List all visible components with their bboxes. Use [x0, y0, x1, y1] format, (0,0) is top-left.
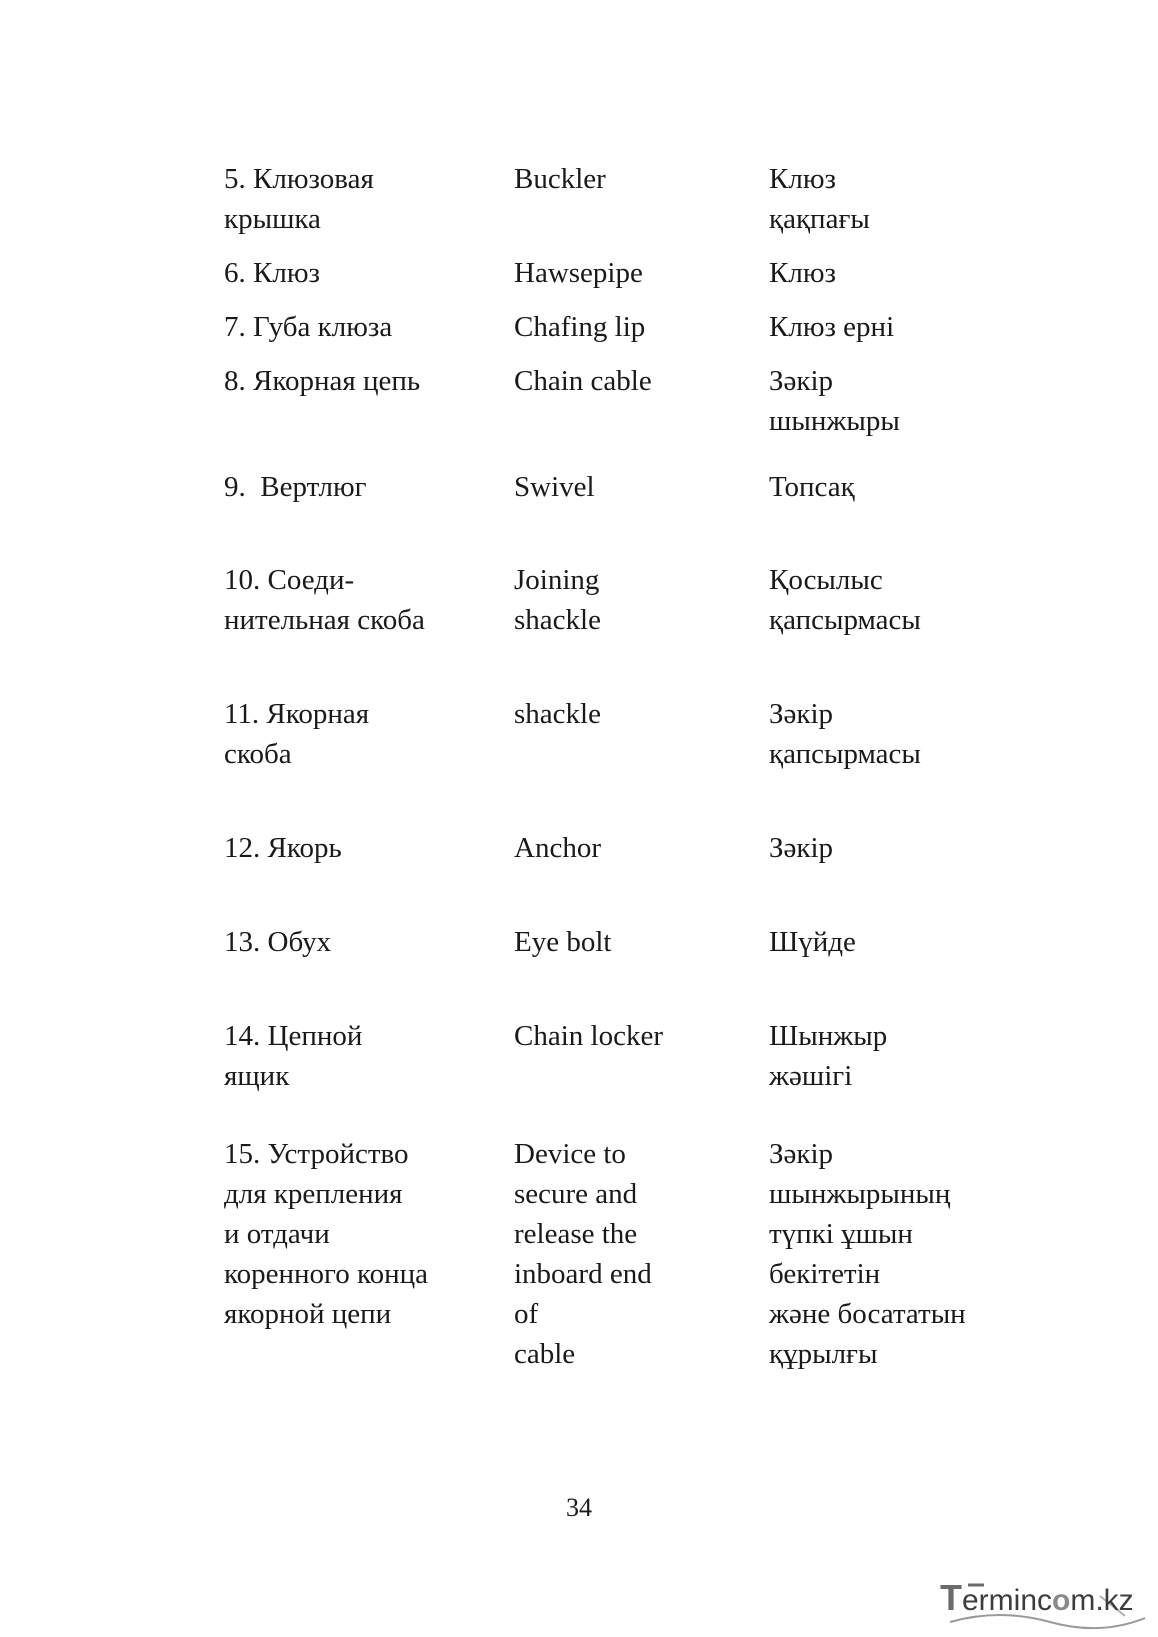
term-kazakh-line: шынжыры: [769, 405, 900, 437]
term-russian-line: крышка: [224, 203, 321, 235]
term-english: [514, 253, 643, 293]
term-russian-line: нительная скоба: [224, 604, 425, 636]
term-english-line: Chafing lip: [514, 311, 646, 343]
term-russian: [224, 828, 342, 868]
term-kazakh-line: Клюз: [769, 257, 836, 289]
term-russian: [224, 467, 367, 507]
term-kazakh-line: бекітетін: [769, 1258, 881, 1290]
term-english-line: Device to: [514, 1138, 626, 1170]
term-russian-line: 6. Клюз: [224, 257, 320, 289]
term-kazakh: [769, 159, 870, 239]
term-english: [514, 1016, 663, 1056]
term-english-line: inboard end: [514, 1258, 652, 1290]
term-russian: [224, 922, 331, 962]
term-russian-line: 14. Цепной: [224, 1020, 363, 1052]
term-kazakh-line: жәшігі: [769, 1060, 853, 1092]
term-kazakh: [769, 253, 836, 293]
term-english-line: of: [514, 1298, 539, 1330]
term-english-line: Swivel: [514, 471, 595, 503]
watermark-letter-t: T: [940, 1577, 962, 1618]
term-english: [514, 694, 601, 734]
term-russian-line: ящик: [224, 1060, 290, 1092]
term-english: [514, 560, 601, 640]
term-russian-line: 11. Якорная: [224, 698, 370, 730]
term-kazakh-line: қапсырмасы: [769, 604, 921, 636]
watermark-logo: [940, 1578, 1150, 1630]
term-kazakh: [769, 307, 894, 347]
term-kazakh-line: Шынжыр: [769, 1020, 888, 1052]
term-russian: [224, 361, 420, 401]
term-english-line: Hawsepipe: [514, 257, 643, 289]
term-kazakh: [769, 1016, 887, 1096]
term-kazakh-line: Зәкір: [769, 832, 834, 864]
term-english-line: Chain cable: [514, 365, 652, 397]
page-number: 34: [566, 1493, 592, 1522]
term-russian: [224, 307, 392, 347]
watermark-text-domain: m.kz: [1070, 1584, 1134, 1617]
term-russian-line: 7. Губа клюза: [224, 311, 393, 343]
term-russian: [224, 253, 320, 293]
term-kazakh: [769, 828, 833, 868]
term-english: [514, 361, 652, 401]
term-english: [514, 828, 601, 868]
term-english: [514, 922, 611, 962]
term-russian: [224, 1134, 428, 1334]
term-kazakh: [769, 1134, 966, 1374]
term-russian-line: коренного конца: [224, 1258, 428, 1290]
term-kazakh-line: Зәкір: [769, 698, 834, 730]
term-russian-line: 10. Соеди-: [224, 564, 355, 596]
term-russian: [224, 159, 374, 239]
term-russian-line: 13. Обух: [224, 926, 332, 958]
term-russian-line: для крепления: [224, 1178, 403, 1210]
term-kazakh-line: Қосылыс: [769, 564, 883, 596]
term-english-line: Eye bolt: [514, 926, 612, 958]
term-kazakh: [769, 922, 856, 962]
watermark-logo-text: [940, 1578, 1134, 1621]
term-english-line: shackle: [514, 698, 601, 730]
watermark-magnifier-icon: o: [1052, 1584, 1071, 1617]
term-english-line: cable: [514, 1338, 576, 1370]
term-kazakh-line: түпкі ұшын: [769, 1218, 913, 1250]
term-russian-line: 8. Якорная цепь: [224, 365, 421, 397]
term-kazakh: [769, 361, 900, 441]
term-kazakh-line: қақпағы: [769, 203, 870, 235]
watermark-text-erminc: erminc: [962, 1584, 1053, 1617]
term-english: [514, 1134, 652, 1374]
term-english-line: Chain locker: [514, 1020, 663, 1052]
term-kazakh-line: Шүйде: [769, 926, 856, 958]
term-english: [514, 307, 645, 347]
term-russian-line: и отдачи: [224, 1218, 330, 1250]
term-russian-line: 12. Якорь: [224, 832, 342, 864]
term-english-line: Buckler: [514, 163, 606, 195]
term-russian-line: скоба: [224, 738, 292, 770]
term-kazakh-line: Клюз ерні: [769, 311, 895, 343]
term-russian: [224, 1016, 362, 1096]
term-kazakh-line: шынжырының: [769, 1178, 951, 1210]
term-russian-line: 9. Вертлюг: [224, 471, 367, 503]
term-english-line: shackle: [514, 604, 601, 636]
term-russian: [224, 694, 369, 774]
term-russian-line: 15. Устройство: [224, 1138, 409, 1170]
term-russian-line: 5. Клюзовая: [224, 163, 374, 195]
term-kazakh-line: Клюз: [769, 163, 836, 195]
term-kazakh: [769, 694, 921, 774]
term-english: [514, 159, 606, 199]
term-russian: [224, 560, 425, 640]
term-kazakh-line: құрылғы: [769, 1338, 878, 1370]
term-kazakh-line: және босататын: [769, 1298, 966, 1330]
term-kazakh-line: Зәкір: [769, 365, 834, 397]
term-english-line: secure and: [514, 1178, 638, 1210]
term-english-line: Anchor: [514, 832, 601, 864]
term-kazakh-line: Зәкір: [769, 1138, 834, 1170]
term-english: [514, 467, 595, 507]
term-english-line: release the: [514, 1218, 638, 1250]
term-kazakh-line: қапсырмасы: [769, 738, 921, 770]
term-kazakh: [769, 560, 921, 640]
term-russian-line: якорной цепи: [224, 1298, 392, 1330]
term-kazakh-line: Топсақ: [769, 471, 855, 503]
term-english-line: Joining: [514, 564, 600, 596]
term-kazakh: [769, 467, 855, 507]
